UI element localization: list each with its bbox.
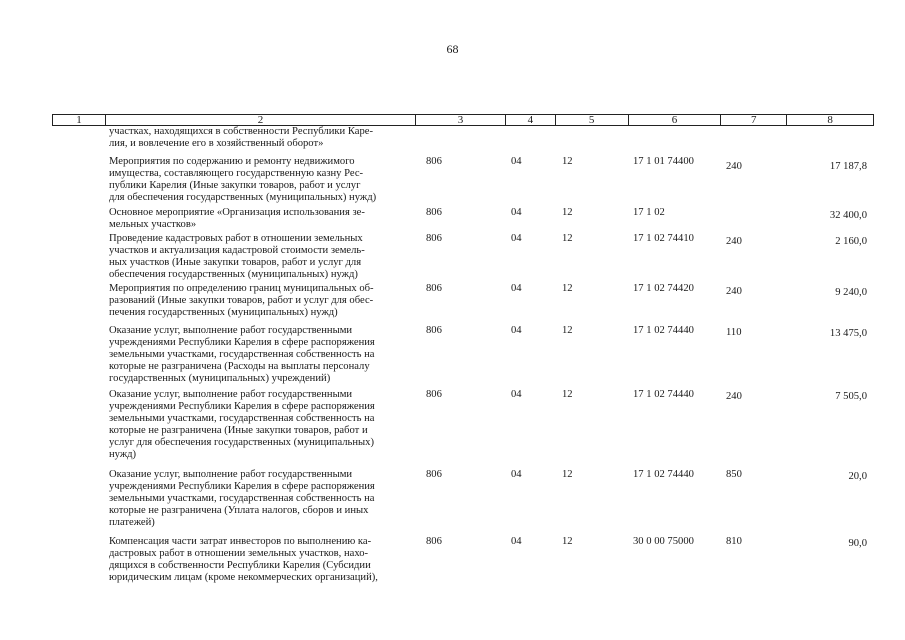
target-article-code: 17 1 02 74440: [633, 469, 694, 480]
ministry-code: 806: [426, 469, 442, 480]
amount: 13 475,0: [829, 328, 867, 339]
section-code: 04: [511, 389, 522, 400]
column-header-3: 3: [415, 115, 505, 125]
row-description: [109, 325, 414, 385]
table-row: [0, 233, 905, 283]
subsection-code: 12: [562, 283, 573, 294]
ministry-code: 806: [426, 233, 442, 244]
description-line: юридическим лицам (кроме некоммерческих организаций),: [109, 572, 378, 584]
column-header-8: 8: [786, 115, 873, 125]
column-header-2: 2: [105, 115, 415, 125]
expense-type-code: 110: [726, 327, 742, 338]
description-line: мельных участков»: [109, 219, 197, 231]
page-number: 68: [446, 42, 459, 56]
row-description: [109, 469, 414, 529]
expense-type-code: 810: [726, 536, 742, 547]
description-line: для обеспечения государственных (муниципальных) нужд): [109, 192, 377, 204]
ministry-code: 806: [426, 207, 442, 218]
expense-type-code: 240: [726, 286, 742, 297]
description-line: Основное мероприятие «Организация использования зе-: [109, 207, 365, 218]
table-body: [0, 126, 905, 586]
table-row: [0, 126, 905, 156]
amount: 20,0: [848, 471, 867, 482]
subsection-code: 12: [562, 156, 573, 167]
expense-type-code: 240: [726, 161, 742, 172]
description-line: участков и актуализация кадастровой стоимости земель-: [109, 245, 365, 257]
ministry-code: 806: [426, 389, 442, 400]
description-line: которые не разграничена (Иные закупки товаров, работ и: [109, 425, 368, 437]
table-row: [0, 156, 905, 207]
description-line: Оказание услуг, выполнение работ государственными: [109, 389, 353, 400]
description-line: учреждениями Республики Карелия в сфере распоряжения: [109, 337, 375, 349]
amount: 7 505,0: [835, 391, 867, 402]
subsection-code: 12: [562, 233, 573, 244]
amount: 32 400,0: [829, 210, 867, 221]
description-line: дящихся в собственности Республики Карелия (Субсидии: [109, 560, 371, 572]
column-header-5: 5: [555, 115, 628, 125]
amount: 90,0: [848, 538, 867, 549]
table-row: [0, 283, 905, 325]
column-header-6: 6: [628, 115, 721, 125]
ministry-code: 806: [426, 536, 442, 547]
description-line: дастровых работ в отношении земельных участков, нахо-: [109, 548, 369, 560]
section-code: 04: [511, 325, 522, 336]
description-line: которые не разграничена (Уплата налогов, сборов и иных: [109, 505, 369, 517]
row-description: [109, 283, 414, 319]
target-article-code: 30 0 00 75000: [633, 536, 694, 547]
description-line: Компенсация части затрат инвесторов по выполнению ка-: [109, 536, 372, 547]
subsection-code: 12: [562, 325, 573, 336]
column-header-7: 7: [720, 115, 786, 125]
ministry-code: 806: [426, 325, 442, 336]
table-row: [0, 536, 905, 586]
description-line: ных участков (Иные закупки товаров, работ и услуг для: [109, 257, 362, 269]
subsection-code: 12: [562, 389, 573, 400]
section-code: 04: [511, 233, 522, 244]
row-description: [109, 156, 414, 204]
description-line: государственных (муниципальных) учреждений): [109, 373, 331, 385]
description-line: лия, и вовлечение его в хозяйственный оборот»: [109, 138, 324, 150]
table-header-row: [52, 114, 874, 126]
target-article-code: 17 1 01 74400: [633, 156, 694, 167]
ministry-code: 806: [426, 156, 442, 167]
description-line: разований (Иные закупки товаров, работ и услуг для обес-: [109, 295, 374, 307]
expense-type-code: 240: [726, 236, 742, 247]
description-line: платежей): [109, 517, 155, 529]
table-row: [0, 389, 905, 469]
description-line: учреждениями Республики Карелия в сфере распоряжения: [109, 481, 375, 493]
description-line: услуг для обеспечения государственных (муниципальных): [109, 437, 374, 449]
table-row: [0, 325, 905, 389]
description-line: обеспечения государственных (муниципальных) нужд): [109, 269, 358, 281]
amount: 9 240,0: [835, 287, 867, 298]
description-line: земельными участками, государственная собственность на: [109, 413, 375, 425]
description-line: участках, находящихся в собственности Республики Каре-: [109, 126, 374, 137]
description-line: имущества, составляющего государственную казну Рес-: [109, 168, 364, 180]
row-description: [109, 126, 414, 150]
target-article-code: 17 1 02 74440: [633, 389, 694, 400]
description-line: печения государственных (муниципальных) нужд): [109, 307, 338, 319]
description-line: Мероприятия по содержанию и ремонту недвижимого: [109, 156, 355, 167]
amount: 2 160,0: [835, 236, 867, 247]
target-article-code: 17 1 02 74420: [633, 283, 694, 294]
section-code: 04: [511, 536, 522, 547]
subsection-code: 12: [562, 469, 573, 480]
column-header-4: 4: [505, 115, 555, 125]
ministry-code: 806: [426, 283, 442, 294]
expense-type-code: 240: [726, 391, 742, 402]
description-line: Мероприятия по определению границ муниципальных об-: [109, 283, 374, 294]
amount: 17 187,8: [829, 161, 867, 172]
description-line: земельными участками, государственная собственность на: [109, 493, 375, 505]
table-row: [0, 207, 905, 233]
description-line: Оказание услуг, выполнение работ государственными: [109, 325, 353, 336]
target-article-code: 17 1 02 74440: [633, 325, 694, 336]
section-code: 04: [511, 283, 522, 294]
description-line: земельными участками, государственная собственность на: [109, 349, 375, 361]
description-line: нужд): [109, 449, 137, 461]
target-article-code: 17 1 02: [633, 207, 665, 218]
description-line: Проведение кадастровых работ в отношении земельных: [109, 233, 363, 244]
expense-type-code: 850: [726, 469, 742, 480]
row-description: [109, 233, 414, 281]
description-line: учреждениями Республики Карелия в сфере распоряжения: [109, 401, 375, 413]
column-header-1: 1: [76, 114, 82, 126]
target-article-code: 17 1 02 74410: [633, 233, 694, 244]
section-code: 04: [511, 156, 522, 167]
table-row: [0, 469, 905, 536]
subsection-code: 12: [562, 536, 573, 547]
description-line: Оказание услуг, выполнение работ государственными: [109, 469, 353, 480]
description-line: публики Карелия (Иные закупки товаров, работ и услуг: [109, 180, 361, 192]
row-description: [109, 536, 414, 584]
row-description: [109, 389, 414, 462]
section-code: 04: [511, 469, 522, 480]
description-line: которые не разграничена (Расходы на выплаты персоналу: [109, 361, 370, 373]
section-code: 04: [511, 207, 522, 218]
row-description: [109, 207, 414, 231]
subsection-code: 12: [562, 207, 573, 218]
